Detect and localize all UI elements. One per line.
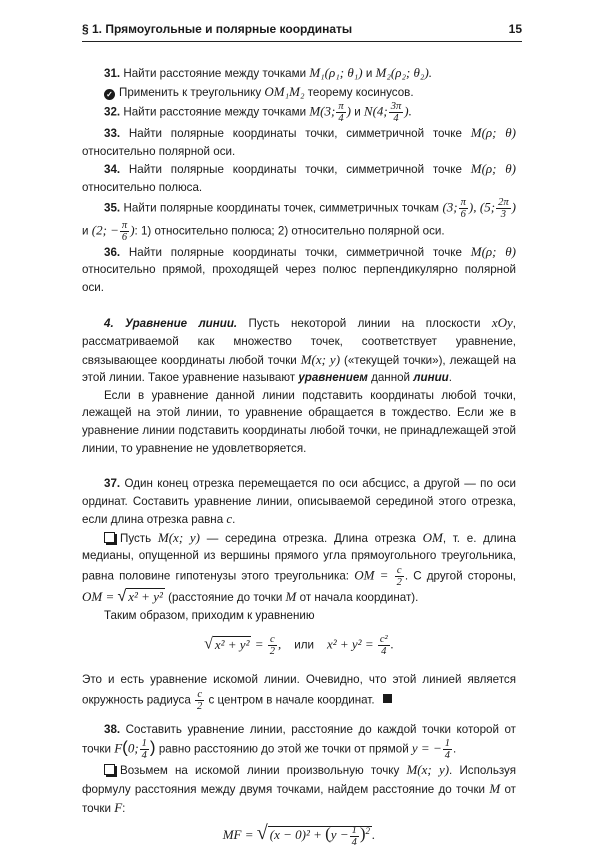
fraction: $\frac{c}{2}$ bbox=[396, 565, 402, 589]
running-title: § 1. Прямоугольные и полярные координаты bbox=[82, 22, 353, 36]
problem-number: 38. bbox=[104, 722, 121, 736]
fraction: $\frac{\pi}{6}$ bbox=[121, 219, 128, 243]
solution-start-icon bbox=[104, 532, 115, 543]
page-number: 15 bbox=[508, 22, 522, 36]
solution-start-icon bbox=[104, 764, 115, 775]
header-rule bbox=[82, 41, 522, 42]
hint-31: ✓ Применить к треугольнику OM₁M₂ теорему косинусов. bbox=[82, 83, 516, 102]
problem-36: 36. Найти полярные координаты точки, симметричной точке M(ρ; θ) относительно прямой, проходящей через полюс перпендикулярно полярной оси. bbox=[82, 243, 517, 294]
problem-number: 33. bbox=[104, 127, 121, 141]
problem-38: 38. Составить уравнение линии, расстояние до каждой точки которой от точки F(0; $\frac{1}{4}$ ) равно расстоянию до этой же точки от прямой y = − $\frac{1}{4}$ . bbox=[82, 722, 516, 762]
solution-37: Пусть M(x; y) — середина отрезка. Длина отрезка OM, т. е. длина медианы, опущенной из вершины прямого угла прямоугольного треугольника, равна половине гипотенузы этого треугольника: OM = $\frac{c}{2}$ . С другой стороны, OM = √ x² + y² (расстояние до точки M от начала координат). bbox=[82, 529, 517, 606]
problem-35: 35. Найти полярные координаты точек, симметричных точкам (3; $\frac{\pi}{6}$ ), (5; $\frac{2\pi}{3}$ ) и (2; − $\frac{\pi}{6}$ ): 1) относительно полюса; 2) относительно полярной оси. bbox=[82, 196, 516, 243]
problem-number: 31. bbox=[104, 67, 121, 80]
problem-number: 35. bbox=[104, 201, 121, 215]
problem-34: 34. Найти полярные координаты точки, симметричной точке M(ρ; θ) относительно полюса. bbox=[82, 161, 517, 194]
problem-number: 36. bbox=[104, 245, 121, 259]
thus-line: Таким образом, приходим к уравнению bbox=[104, 608, 315, 622]
problem-number: 32. bbox=[104, 105, 121, 119]
section-4-intro: 4. Уравнение линии. Пусть некоторой линии на плоскости xOy, рассматриваемой как множество точек, соответствует уравнение, связывающее координаты любой точки M(x; y) («текущей точки»), лежащей на этой линии. Такое уравнение называют уравнением данной линии. bbox=[82, 315, 516, 385]
problem-number: 37. bbox=[104, 477, 121, 491]
fraction: $\frac{2\pi}{3}$ bbox=[498, 196, 509, 220]
end-of-solution-icon bbox=[383, 694, 392, 703]
page-body bbox=[82, 64, 516, 862]
problem-32: 32. Найти расстояние между точками M(3; $\frac{\pi}{4}$ ) и N(4; $\frac{3\pi}{4}$ ). bbox=[104, 101, 412, 125]
problem-31: 31. Найти расстояние между точками M₁(ρ₁; θ₁) и M₂(ρ₂; θ₂). bbox=[104, 65, 433, 80]
fraction: $\frac{\pi}{4}$ bbox=[338, 101, 344, 125]
problem-number: 34. bbox=[104, 163, 121, 177]
fraction: $\frac{c}{2}$ bbox=[197, 688, 203, 712]
fraction: $\frac{1}{4}$ bbox=[141, 738, 147, 762]
problem-33: 33. Найти полярные координаты точки, симметричной точке M(ρ; θ) относительно полярной оси. bbox=[82, 125, 517, 158]
section-title: 4. Уравнение линии. bbox=[104, 317, 238, 331]
fraction: $\frac{1}{4}$ bbox=[444, 738, 450, 762]
formula-37: √ x² + y² = $\frac{c}{2}$ , или x² + y² = $\frac{\text{c²}}{4}$ . bbox=[204, 634, 394, 658]
section-4-paragraph-2: Если в уравнение данной линии подставить координаты любой точки, лежащей на этой линии, то уравнение обращается в тождество. Если же в уравнение линии подставить координаты любой точки, не принадлежащей этой линии, то уравнение не удовлетворяется. bbox=[82, 388, 516, 455]
solution-38: Возьмем на искомой линии произвольную точку M(x; y). Используя формулу расстояния между двумя точками, найдем расстояние до точки M от точки F: bbox=[82, 762, 516, 815]
problem-37: 37. Один конец отрезка перемещается по оси абсцисс, а другой — по оси ординат. Составить уравнение линии, описываемой серединой этого отрезка, если длина отрезка равна c. bbox=[82, 477, 516, 527]
fraction: $\frac{3\pi}{4}$ bbox=[390, 101, 402, 125]
fraction: $\frac{\pi}{6}$ bbox=[460, 196, 466, 220]
page-header bbox=[82, 22, 522, 36]
conclusion-37: Это и есть уравнение искомой линии. Очевидно, что этой линией является окружность радиуса $\frac{c}{2}$ с центром в начале координат. bbox=[82, 673, 516, 712]
formula-38: MF = √ (x − 0)² + (y − $\frac{1}{4}$ )$^2$ . bbox=[222, 822, 376, 848]
hint-icon: ✓ bbox=[104, 89, 115, 100]
